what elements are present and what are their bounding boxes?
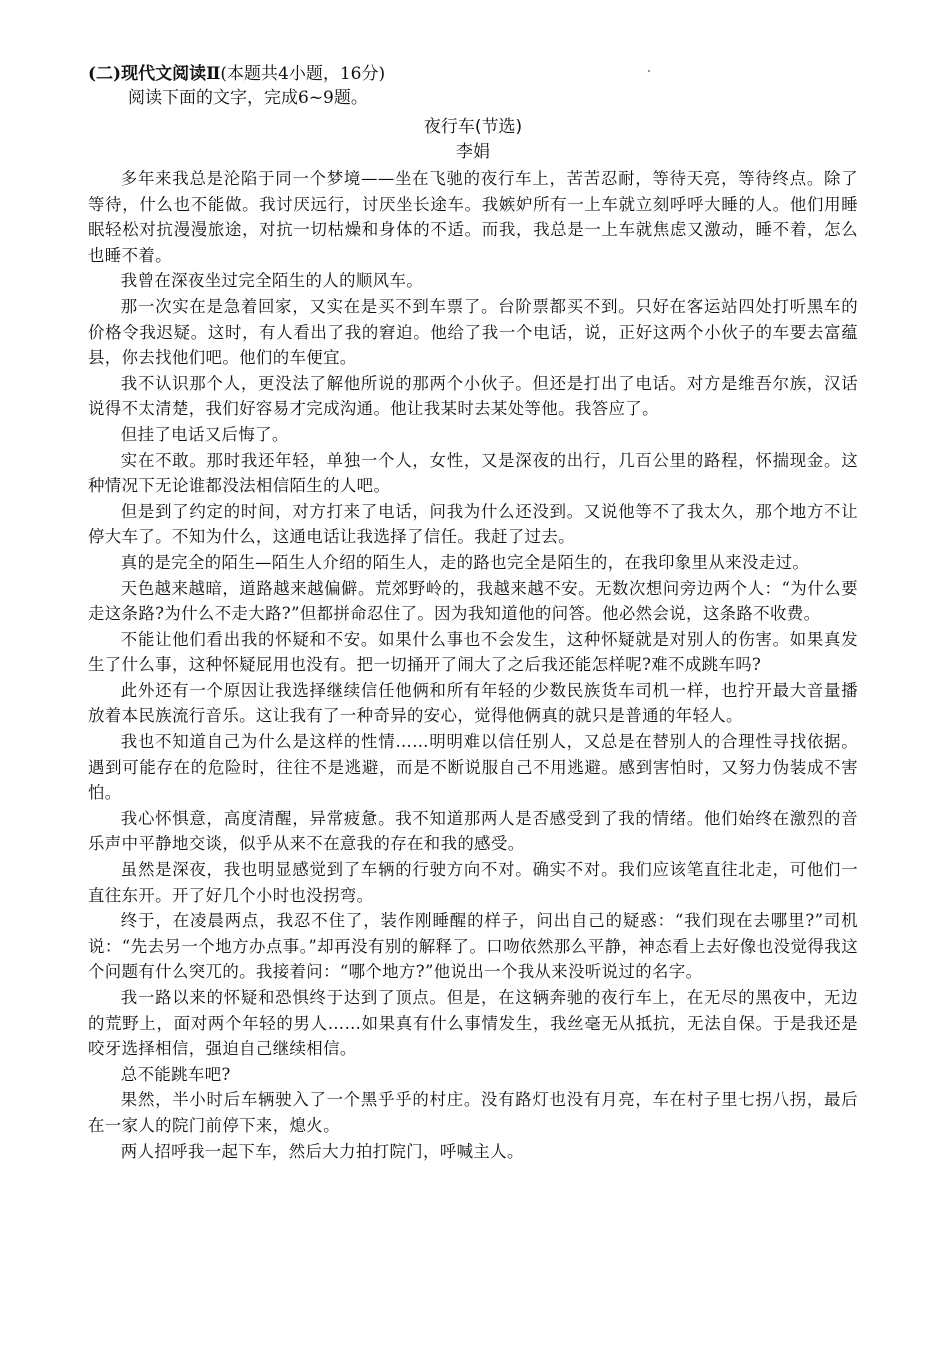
paragraph: 天色越来越暗，道路越来越偏僻。荒郊野岭的，我越来越不安。无数次想问旁边两个人：“为什么要走这条路?为什么不走大路?”但都拼命忍住了。因为我知道他的问答。他必然会说，这条路不收费。 bbox=[88, 578, 858, 624]
article-title: 夜行车(节选) bbox=[423, 117, 523, 137]
paragraph: 我心怀惧意，高度清醒，异常疲惫。我不知道那两人是否感受到了我的情绪。他们始终在激烈的音乐声中平静地交谈，似乎从来不在意我的存在和我的感受。 bbox=[88, 808, 858, 854]
article-body bbox=[88, 166, 858, 1164]
reading-instruction: 阅读下面的文字，完成6~9题。 bbox=[128, 88, 368, 108]
paragraph: 虽然是深夜，我也明显感觉到了车辆的行驶方向不对。确实不对。我们应该笔直往北走，可他们一直往东开。开了好几个小时也没拐弯。 bbox=[88, 860, 858, 905]
paragraph: 我不认识那个人，更没法了解他所说的那两个小伙子。但还是打出了电话。对方是维吾尔族，汉话说得不太清楚，我们好容易才完成沟通。他让我某时去某处等他。我答应了。 bbox=[88, 373, 858, 419]
paragraph: 我曾在深夜坐过完全陌生的人的顺风车。 bbox=[120, 271, 424, 291]
paragraph: 不能让他们看出我的怀疑和不安。如果什么事也不会发生，这种怀疑就是对别人的伤害。如果真发生了什么事，这种怀疑屁用也没有。把一切捅开了闹大了之后我还能怎样呢?难不成跳车吗? bbox=[88, 629, 858, 675]
paragraph: 实在不敢。那时我还年轻，单独一个人，女性，又是深夜的出行，几百公里的路程，怀揣现金。这种情况下无论谁都没法相信陌生的人吧。 bbox=[88, 450, 858, 496]
section-heading bbox=[88, 62, 858, 86]
paragraph: 我一路以来的怀疑和恐惧终于达到了顶点。但是，在这辆奔驰的夜行车上，在无尽的黑夜中，无边的荒野上，面对两个年轻的男人……如果真有什么事情发生，我丝毫无从抵抗，无法自保。于是我还是咬牙选择相信，强迫自己继续相信。 bbox=[88, 988, 858, 1059]
paragraph: 但是到了约定的时间，对方打来了电话，问我为什么还没到。又说他等不了我太久，那个地方不让停大车了。不知为什么，这通电话让我选择了信任。我赶了过去。 bbox=[88, 501, 858, 547]
paragraph: 终于，在凌晨两点，我忍不住了，装作刚睡醒的样子，问出自己的疑惑：“我们现在去哪里?”司机说：“先去另一个地方办点事。”却再没有别的解释了。口吻依然那么平静，神态看上去好像也没觉得我这个问题有什么突兀的。我接着问：“哪个地方?”他说出一个我从来没听说过的名字。 bbox=[88, 911, 858, 982]
paragraph: 此外还有一个原因让我选择继续信任他俩和所有年轻的少数民族货车司机一样，也拧开最大音量播放着本民族流行音乐。这让我有了一种奇异的安心，觉得他俩真的就只是普通的年轻人。 bbox=[88, 680, 858, 726]
section-label: (二)现代文阅读Ⅱ bbox=[88, 64, 221, 84]
paragraph: 我也不知道自己为什么是这样的性情……明明难以信任别人，又总是在替别人的合理性寻找依据。遇到可能存在的危险时，往往不是逃避，而是不断说服自己不用逃避。感到害怕时，又努力伪装成不害怕。 bbox=[88, 732, 858, 803]
paragraph: 两人招呼我一起下车，然后大力拍打院门，呼喊主人。 bbox=[120, 1141, 524, 1161]
paragraph: 多年来我总是沦陷于同一个梦境——坐在飞驰的夜行车上，苦苦忍耐，等待天亮，等待终点。除了等待，什么也不能做。我讨厌远行，讨厌坐长途车。我嫉妒所有一上车就立刻呼呼大睡的人。他们用睡眠轻松对抗漫漫旅途，对抗一切枯燥和身体的不适。而我，我总是一上车就焦虑又激动，睡不着，怎么也睡不着。 bbox=[88, 169, 858, 265]
paragraph: 但挂了电话又后悔了。 bbox=[120, 424, 289, 444]
section-note: (本题共4小题，16分) bbox=[220, 64, 386, 84]
paragraph: 果然，半小时后车辆驶入了一个黑乎乎的村庄。没有路灯也没有月亮，车在村子里七拐八拐，最后在一家人的院门前停下来，熄火。 bbox=[88, 1090, 858, 1135]
paragraph: 那一次实在是急着回家，又实在是买不到车票了。台阶票都买不到。只好在客运站四处打听黑车的价格令我迟疑。这时，有人看出了我的窘迫。他给了我一个电话，说，正好这两个小伙子的车要去富蕴县，你去找他们吧。他们的车便宜。 bbox=[88, 296, 858, 368]
paragraph: 真的是完全的陌生—陌生人介绍的陌生人，走的路也完全是陌生的，在我印象里从来没走过。 bbox=[120, 552, 810, 572]
article-author: 李娟 bbox=[456, 142, 490, 162]
document-page bbox=[88, 62, 858, 1164]
paragraph: 总不能跳车吧? bbox=[120, 1064, 231, 1084]
